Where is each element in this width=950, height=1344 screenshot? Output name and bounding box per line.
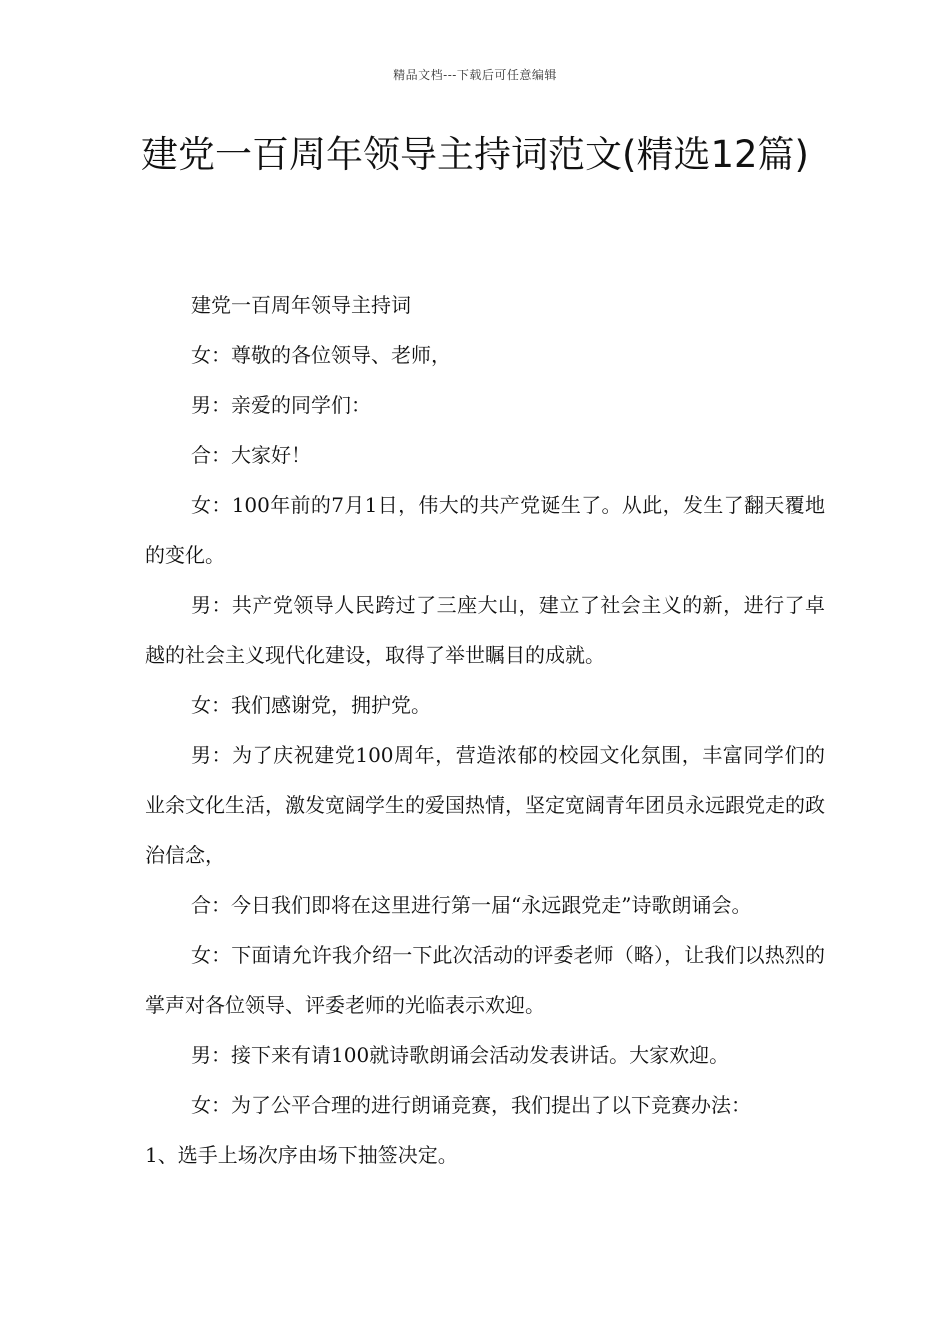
paragraph: 女：为了公平合理的进行朗诵竞赛，我们提出了以下竞赛办法： <box>191 1093 751 1117</box>
paragraph: 男：为了庆祝建党100周年，营造浓郁的校园文化氛围，丰富同学们的业余文化生活，激发宽阔学生的爱国热情，坚定宽阔青年团员永远跟党走的政治信念， <box>145 743 825 867</box>
header-note: 精品文档---下载后可任意编辑 <box>393 68 557 82</box>
paragraph: 男：亲爱的同学们： <box>191 393 371 417</box>
paragraph-subtitle: 建党一百周年领导主持词 <box>191 293 411 317</box>
paragraph: 合：大家好！ <box>191 443 311 467</box>
paragraph: 女：100年前的7月1日，伟大的共产党诞生了。从此，发生了翻天覆地的变化。 <box>145 493 825 567</box>
paragraph: 女：下面请允许我介绍一下此次活动的评委老师（略），让我们以热烈的掌声对各位领导、评委老师的光临表示欢迎。 <box>145 943 825 1017</box>
paragraph: 男：接下来有请100就诗歌朗诵会活动发表讲话。大家欢迎。 <box>191 1043 730 1067</box>
list-item: 1、选手上场次序由场下抽签决定。 <box>145 1143 458 1167</box>
paragraph: 男：共产党领导人民跨过了三座大山，建立了社会主义的新，进行了卓越的社会主义现代化建设，取得了举世瞩目的成就。 <box>145 593 825 667</box>
paragraph: 合：今日我们即将在这里进行第一届“永远跟党走”诗歌朗诵会。 <box>191 893 752 917</box>
paragraph: 女：我们感谢党，拥护党。 <box>191 693 431 717</box>
document-title: 建党一百周年领导主持词范文(精选12篇) <box>141 133 809 176</box>
paragraph: 女：尊敬的各位领导、老师， <box>191 343 451 367</box>
document-body <box>145 280 825 1180</box>
